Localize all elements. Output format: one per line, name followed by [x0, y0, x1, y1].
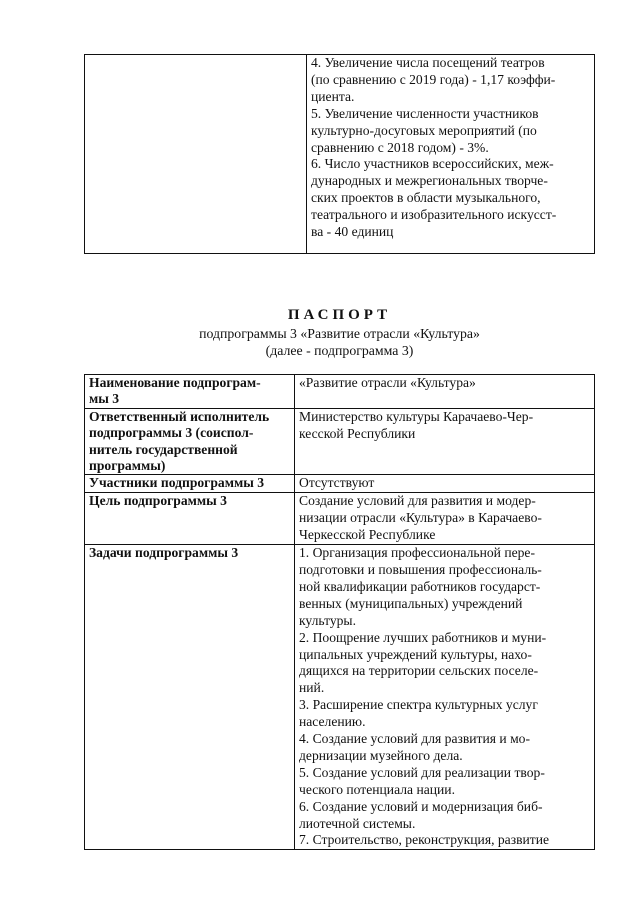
label-line: программы)	[89, 458, 166, 474]
value-line: дящихся на территории сельских поселе-	[299, 663, 539, 679]
value-line: дернизации музейного дела.	[299, 747, 463, 763]
indicator-line: театрального и изобразительного искусст-	[311, 207, 557, 223]
indicator-line: ва - 40 единиц	[311, 224, 394, 240]
continuation-left-cell	[85, 55, 307, 254]
row-label-participants	[85, 475, 295, 493]
passport-subtitle: подпрограммы 3 «Развитие отрасли «Культура»	[199, 326, 480, 341]
label-line: мы 3	[89, 391, 120, 407]
label-line: нитель государственной	[89, 441, 238, 457]
indicator-line: циента.	[311, 88, 355, 104]
value-line: Создание условий для развития и модер-	[299, 493, 536, 509]
label-line: Задачи подпрограммы 3	[89, 545, 239, 561]
label-line: Ответственный исполнитель	[89, 408, 270, 424]
value-line: низации отрасли «Культура» в Карачаево-	[299, 510, 542, 526]
row-label-goal	[85, 493, 295, 545]
value-line: подготовки и повышения профессиональ-	[299, 561, 542, 577]
indicator-line: сравнению с 2018 годом) - 3%.	[311, 139, 489, 155]
value-line: Министерство культуры Карачаево-Чер-	[299, 408, 534, 424]
value-line: ной квалификации работников государст-	[299, 578, 541, 594]
continuation-row	[85, 55, 595, 254]
value-line: 6. Создание условий и модернизация биб-	[299, 798, 543, 814]
passport-title: ПАСПОРТ	[287, 307, 392, 323]
value-line: населению.	[299, 714, 366, 730]
value-line: ний.	[299, 680, 325, 696]
indicator-line: 6. Число участников всероссийских, меж-	[311, 156, 554, 172]
indicator-line: ских проектов в области музыкального,	[311, 190, 541, 206]
row-label-tasks	[85, 545, 295, 850]
label-line: Цель подпрограммы 3	[89, 493, 227, 509]
value-line: ципальных учреждений культуры, нахо-	[299, 646, 532, 662]
row-value-tasks	[295, 545, 595, 850]
table-row	[85, 545, 595, 850]
value-line: Отсутствуют	[299, 475, 375, 491]
row-label-name	[85, 375, 295, 409]
value-line: лиотечной системы.	[299, 815, 416, 831]
indicator-line: дународных и межрегиональных творче-	[311, 173, 548, 189]
value-line: ческого потенциала нации.	[299, 781, 455, 797]
value-line: 7. Строительство, реконструкция, развитие	[299, 832, 550, 848]
value-line: венных (муниципальных) учреждений	[299, 595, 523, 611]
row-value-goal	[295, 493, 595, 545]
continuation-indicators-cell	[307, 55, 595, 254]
table-row	[85, 408, 595, 475]
value-line: Черкесской Республике	[299, 527, 436, 543]
value-line: 2. Поощрение лучших работников и муни-	[299, 629, 547, 645]
table-row	[85, 493, 595, 545]
value-line: 3. Расширение спектра культурных услуг	[299, 697, 538, 713]
indicator-line: (по сравнению с 2019 года) - 1,17 коэффи-	[311, 71, 556, 87]
value-line: кесской Республики	[299, 425, 416, 441]
table-row	[85, 375, 595, 409]
value-line: 5. Создание условий для реализации твор-	[299, 764, 545, 780]
row-value-responsible	[295, 408, 595, 475]
value-line: 1. Организация профессиональной пере-	[299, 545, 535, 561]
label-line: Участники подпрограммы 3	[89, 475, 265, 491]
continuation-table	[84, 54, 595, 254]
value-line: 4. Создание условий для развития и мо-	[299, 731, 531, 747]
passport-table	[84, 374, 595, 850]
table-row	[85, 475, 595, 493]
row-value-name	[295, 375, 595, 409]
indicator-line: культурно-досуговых мероприятий (по	[311, 122, 537, 138]
indicator-line: 4. Увеличение числа посещений театров	[311, 55, 545, 70]
label-line: Наименование подпрограм-	[89, 375, 261, 390]
row-value-participants	[295, 475, 595, 493]
passport-subtitle-note: (далее - подпрограмма 3)	[265, 343, 414, 358]
label-line: подпрограммы 3 (соиспол-	[89, 425, 254, 441]
value-line: «Развитие отрасли «Культура»	[299, 375, 476, 390]
indicator-line: 5. Увеличение численности участников	[311, 105, 539, 121]
value-line: культуры.	[299, 612, 356, 628]
row-label-responsible	[85, 408, 295, 475]
